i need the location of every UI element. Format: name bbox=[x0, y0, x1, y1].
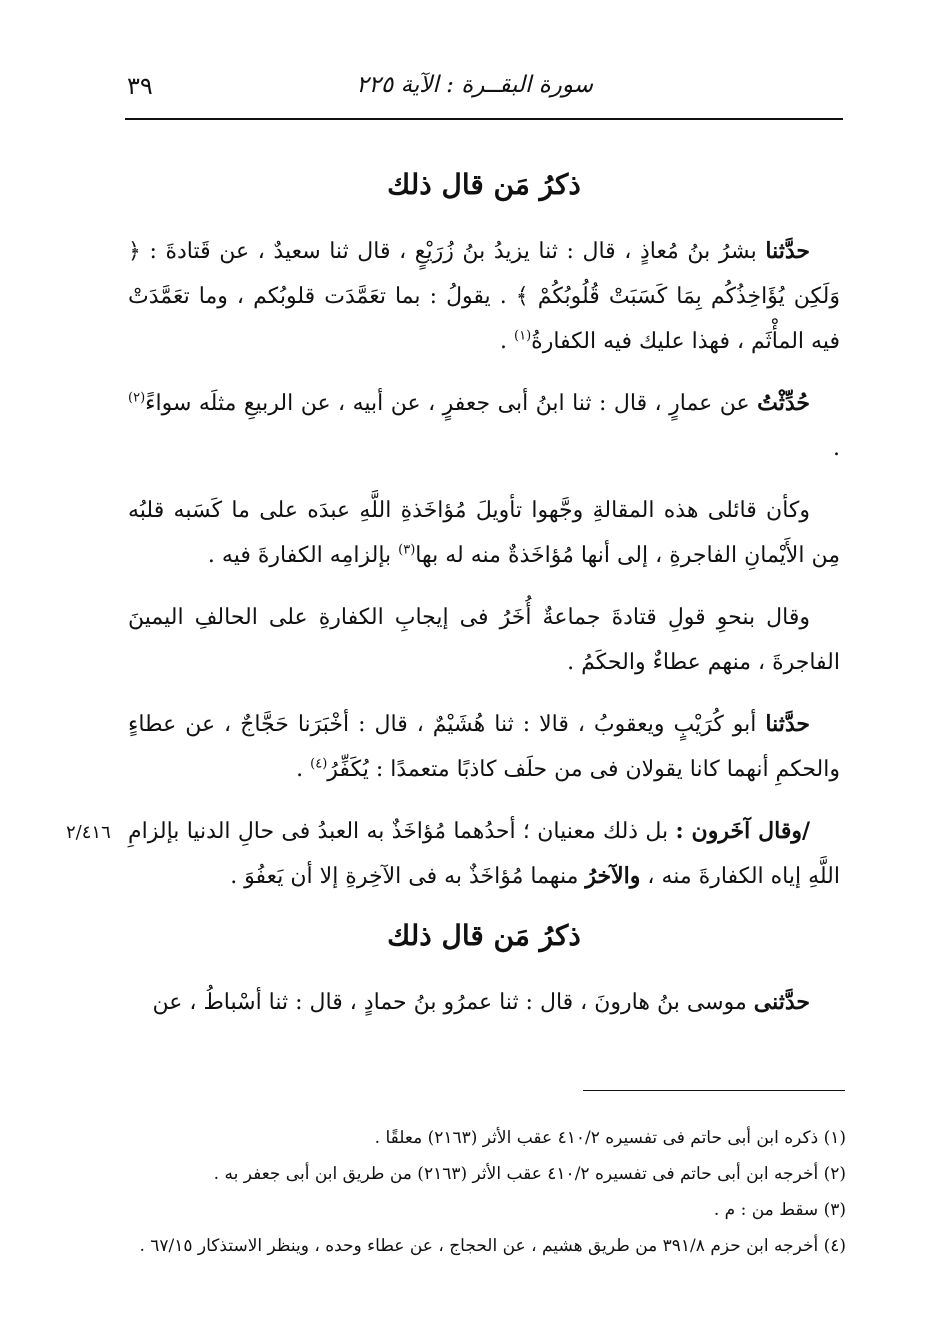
paragraph-6 bbox=[128, 809, 840, 899]
main-text bbox=[128, 165, 840, 1042]
margin-volume-page-note: ٢/٤١٦ bbox=[66, 822, 111, 843]
paragraph-3-text-b: بإلزامِه الكفارةَ فيه . bbox=[207, 543, 399, 568]
header-rule bbox=[125, 118, 843, 120]
paragraph-7 bbox=[128, 980, 840, 1025]
paragraph-5-end: . bbox=[296, 757, 311, 782]
paragraph-1 bbox=[128, 229, 840, 364]
running-header bbox=[125, 66, 843, 114]
paragraph-2-end: . bbox=[833, 436, 840, 461]
paragraph-6-lead: /وقال آخَرون : bbox=[675, 818, 811, 844]
footnote-4: (٤) أخرجه ابن حزم ٣٩١/٨ من طريق هشيم ، عن الحجاج ، عن عطاء وحده ، وينظر الاستذكار ٦٧/١٥ . bbox=[139, 1236, 846, 1256]
paragraph-1-text: بشرُ بنُ مُعاذٍ ، قال : ثنا يزيدُ بنُ زُرَيْعٍ ، قال ثنا سعيدٌ ، عن قَتادةَ : ﴿ وَلَكِن يُؤَاخِذُكُم بِمَا كَسَبَتْ قُلُوبُكُمْ ﴾ . يقولُ : بما تعَمَّدَت قلوبُكم ، وما تعَمَّدَتْ فيه المأْثَم ، فهذا عليك فيه الكفارةُ bbox=[128, 239, 840, 354]
footnote-ref-3[interactable]: (٣) bbox=[398, 542, 416, 558]
header-title: سورة البقــرة : الآية ٢٢٥ bbox=[356, 72, 593, 98]
paragraph-5-lead: حدَّثنا bbox=[765, 711, 810, 737]
paragraph-2 bbox=[128, 381, 840, 471]
paragraph-2-lead: حُدِّثْتُ bbox=[757, 390, 810, 416]
section-title-1: ذكرُ مَن قال ذلك bbox=[387, 168, 581, 201]
paragraph-5 bbox=[128, 702, 840, 792]
paragraph-7-text: موسى بنُ هارونَ ، قال : ثنا عمرُو بنُ حمادٍ ، قال : ثنا أسْباطُ ، عن bbox=[152, 990, 754, 1015]
paragraph-3 bbox=[128, 488, 840, 578]
paragraph-6-bold: والآخرُ bbox=[585, 863, 641, 889]
paragraph-2-text: عن عمارٍ ، قال : ثنا ابنُ أبى جعفرٍ ، عن أبيه ، عن الربيعِ مثلَه سواءً bbox=[145, 391, 750, 416]
paragraph-1-end: . bbox=[500, 329, 515, 354]
paragraph-7-lead: حدَّثنى bbox=[753, 989, 810, 1015]
paragraph-6-text-b: منهما مُؤاخَذٌ به فى الآخِرةِ إلا أن يَعفُوَ . bbox=[230, 864, 586, 889]
paragraph-5-text: أبو كُرَيْبٍ ويعقوبُ ، قالا : ثنا هُشَيْمٌ ، قال : أخْبَرَنا حَجَّاجٌ ، عن عطاءٍ والحكمِ أنهما كانا يقولان فى من حلَف كاذبًا متعمدًا : يُكَفِّرُ bbox=[128, 712, 840, 782]
footnotes bbox=[130, 1120, 846, 1264]
paragraph-3-text-a: وكأن قائلى هذه المقالةِ وجَّهوا تأويلَ مُؤاخَذةِ اللَّهِ عبدَه على ما كَسَبه قلبُه مِن الأَيْمانِ الفاجرةِ ، إلى أنها مُؤاخَذةٌ منه له بها bbox=[128, 498, 840, 568]
page-number: ٣٩ bbox=[127, 72, 153, 100]
paragraph-4 bbox=[128, 595, 840, 685]
section-title-2: ذكرُ مَن قال ذلك bbox=[387, 919, 581, 952]
footnote-3: (٣) سقط من : م . bbox=[713, 1200, 846, 1220]
paragraph-4-text: وقال بنحوِ قولِ قتادةَ جماعةٌ أُخَرُ فى إيجابِ الكفارةِ على الحالفِ اليمينَ الفاجرةَ ، منهم عطاءٌ والحكَمُ . bbox=[128, 605, 840, 675]
paragraph-6-text-a: بل ذلك معنيان ؛ أحدُهما مُؤاخَذٌ به العبدُ فى حالِ الدنيا بإلزامِ اللَّهِ إياه الكفارةَ منه ، bbox=[128, 819, 840, 889]
paragraph-1-lead: حدَّثنا bbox=[765, 238, 810, 264]
footnote-ref-4[interactable]: (٤) bbox=[310, 756, 328, 772]
footnote-rule bbox=[583, 1090, 845, 1091]
footnote-2: (٢) أخرجه ابن أبى حاتم فى تفسيره ٤١٠/٢ عقب الأثر (٢١٦٣) من طريق ابن أبى جعفر به . bbox=[213, 1164, 846, 1184]
footnote-1: (١) ذكره ابن أبى حاتم فى تفسيره ٤١٠/٢ عقب الأثر (٢١٦٣) معلقًا . bbox=[374, 1128, 846, 1148]
footnote-ref-2[interactable]: (٢) bbox=[128, 390, 146, 406]
footnote-ref-1[interactable]: (١) bbox=[514, 328, 532, 344]
